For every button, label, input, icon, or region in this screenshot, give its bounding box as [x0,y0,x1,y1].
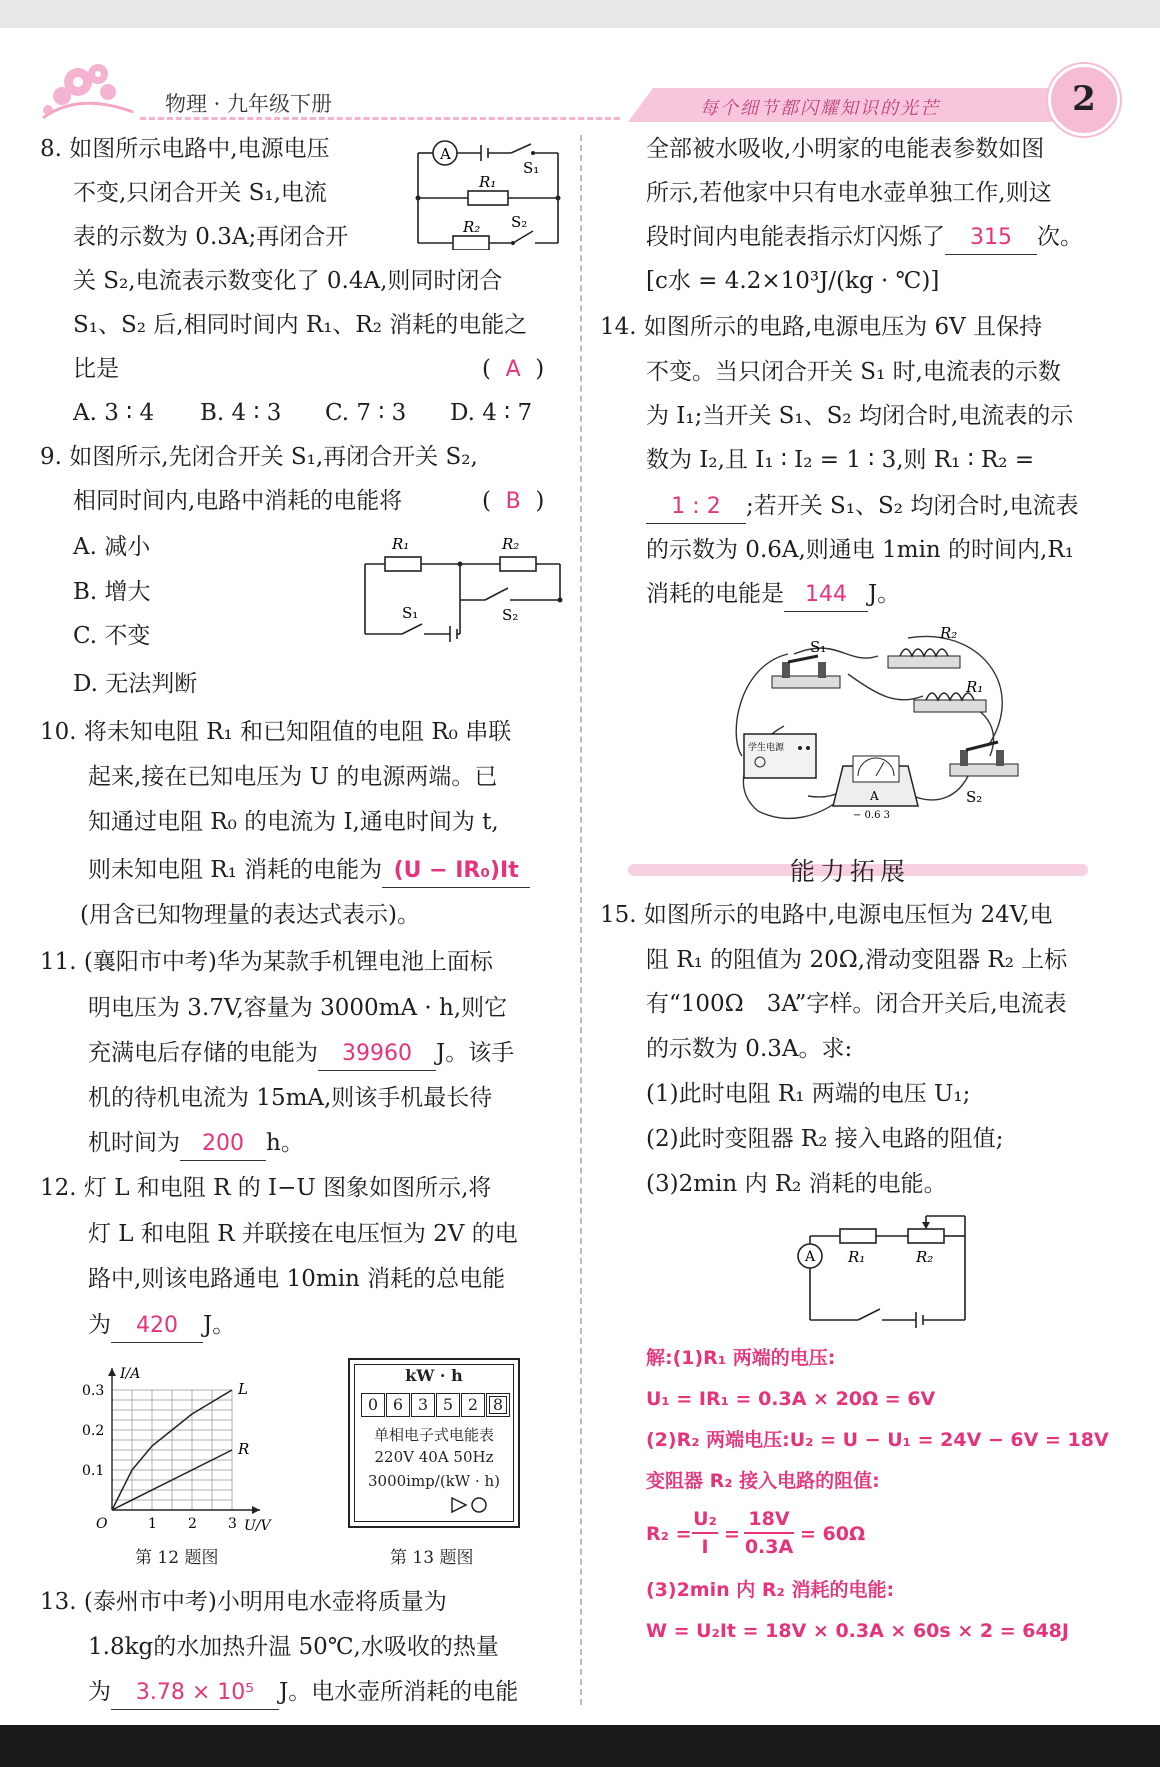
q9-r1-label: R₁ [392,535,410,553]
q11-line-4: 机的待机电流为 15mA,则该手机最长待 [88,1085,493,1111]
q11-line-1: 11. (襄阳市中考)华为某款手机锂电池上面标 [40,949,493,975]
q11-line-3 [88,1031,514,1075]
q15-line-3: 有“100Ω 3A”字样。闭合开关后,电流表 [646,991,1067,1017]
y-tick-label: 0.2 [82,1423,105,1439]
y-tick-label: 0.3 [82,1383,105,1399]
q14-line-7-tail: J。 [868,581,901,607]
x-tick-label: 2 [188,1516,197,1532]
q14-ammeter-label: A [870,789,879,803]
solution-line-6: (3)2min 内 R₂ 消耗的电能: [646,1579,895,1601]
q8-option-a: A. 3 ∶ 4 [73,400,155,426]
q13-line-3-text: 为 [88,1679,111,1705]
fraction-2-numerator: 18V [744,1506,794,1534]
q14-line-5 [646,484,1079,528]
q8-line-1: 8. 如图所示电路中,电源电压 [40,136,330,162]
q13-line-2: 1.8kg的水加热升温 50℃,水吸收的热量 [88,1634,499,1660]
chart-grid [112,1390,232,1510]
q12-line-1: 12. 灯 L 和电阻 R 的 I−U 图象如图所示,将 [40,1175,492,1201]
q12-line-4-tail: J。 [203,1312,236,1338]
power-supply-label: 学生电源 [748,743,785,753]
q9-answer-bracket: ( B ) [482,488,545,514]
solution-r2-label: R₂ = [646,1523,692,1545]
meter-indicator-icon [450,1495,492,1515]
s2-switch-icon [950,742,1018,776]
q9-option-c: C. 不变 [73,623,151,649]
q14-s1-label: S₁ [810,638,827,656]
x-axis-label: U/V [244,1518,271,1534]
q13-line-6 [646,215,1083,259]
solution-line-1: 解:(1)R₁ 两端的电压: [646,1347,836,1369]
meter-digit: 0 [361,1393,385,1417]
bottom-bar [0,1725,1160,1767]
section-title: 能力拓展 [790,857,911,886]
q12-line-2: 灯 L 和电阻 R 并联接在电压恒为 2V 的电 [88,1221,518,1247]
q15-r1-label: R₁ [848,1248,866,1266]
q11-answer-1: 39960 [318,1038,436,1071]
q8-answer-bracket: ( A ) [482,356,545,382]
q10-line-4 [88,848,530,892]
q10-line-4-text: 则未知电阻 R₁ 消耗的电能为 [88,857,383,883]
solution-line-4: 变阻器 R₂ 接入电路的阻值: [646,1470,880,1492]
meter-digits [361,1393,511,1417]
q13-line-7: [c水 = 4.2×10³J/(kg · ℃)] [646,268,940,294]
q8-line-3: 表的示数为 0.3A;再闭合开 [73,224,349,250]
q9-option-a: A. 减小 [73,534,151,560]
q8-option-d: D. 4 ∶ 7 [450,400,533,426]
fraction-1-denominator: I [701,1536,709,1558]
q8-s1-label: S₁ [523,159,540,177]
r2-resistor-icon [888,649,960,668]
flower-ornament-icon [38,52,138,124]
q12-answer: 420 [111,1310,203,1343]
q15-circuit-diagram [790,1210,975,1328]
q11-line-5-tail: h。 [266,1130,304,1156]
q8-option-b: B. 4 ∶ 3 [200,400,282,426]
q14-answer-2: 144 [784,579,868,612]
solution-line-2: U₁ = IR₁ = 0.3A × 20Ω = 6V [646,1388,936,1410]
s1-switch-icon [772,656,840,688]
q12-line-4-text: 为 [88,1312,111,1338]
q15-line-5: (1)此时电阻 R₁ 两端的电压 U₁; [646,1081,971,1107]
q14-r1-label: R₁ [966,678,984,696]
q13-line-6-text: 段时间内电能表指示灯闪烁了 [646,224,945,250]
meter-line-2: 220V 40A 50Hz [374,1448,494,1466]
meter-digit: 2 [461,1393,485,1417]
q13-line-6-tail: 次。 [1037,224,1083,250]
page-number: 2 [1048,64,1120,136]
q11-line-2: 明电压为 3.7V,容量为 3000mA · h,则它 [88,995,508,1021]
origin-label: O [96,1516,108,1532]
series-label-R: R [238,1440,250,1458]
q15-line-2: 阻 R₁ 的阻值为 20Ω,滑动变阻器 R₂ 上标 [646,947,1068,973]
q10-answer: (U − IR₀)It [382,855,530,888]
q8-line-6: 比是 [73,356,119,382]
q12-line-3: 路中,则该电路通电 10min 消耗的总电能 [88,1266,506,1292]
q11-line-5-text: 机时间为 [88,1130,180,1156]
q14-physical-circuit [728,626,1030,836]
q15-line-4: 的示数为 0.3A。求: [646,1036,853,1062]
q9-option-b: B. 增大 [73,579,151,605]
x-tick-label: 1 [148,1516,157,1532]
q9-line-2: 相同时间内,电路中消耗的电能将 [73,488,403,514]
q14-line-5-text: ;若开关 S₁、S₂ 均闭合时,电流表 [746,493,1079,519]
q14-r2-label: R₂ [940,626,958,642]
q15-line-7: (3)2min 内 R₂ 消耗的电能。 [646,1171,947,1197]
q8-line-2: 不变,只闭合开关 S₁,电流 [73,180,327,206]
q12-caption: 第 12 题图 [135,1548,219,1568]
fraction-2-denominator: 0.3A [744,1536,794,1558]
q8-circuit-diagram [413,135,563,250]
q9-answer: B [505,489,521,514]
q14-line-1: 14. 如图所示的电路,电源电压为 6V 且保持 [600,314,1043,340]
q13-line-3-tail: J。电水壶所消耗的电能 [279,1679,519,1705]
fraction-1-numerator: U₂ [692,1506,718,1534]
y-axis-arrow-icon [108,1368,116,1376]
q15-line-6: (2)此时变阻器 R₂ 接入电路的阻值; [646,1126,1004,1152]
q9-option-d: D. 无法判断 [73,671,198,697]
book-title: 物理 · 九年级下册 [165,92,333,116]
q11-answer-2: 200 [180,1128,266,1161]
q9-circuit-diagram [360,534,565,644]
q11-line-5 [88,1121,304,1165]
header-slogan: 每个细节都闪耀知识的光芒 [700,98,940,119]
q8-s2-label: S₂ [511,213,528,231]
q15-line-1: 15. 如图所示的电路中,电源电压恒为 24V,电 [600,902,1053,928]
q10-line-5: (用含已知物理量的表达式表示)。 [80,902,420,928]
solution-line-7: W = U₂It = 18V × 0.3A × 60s × 2 = 648J [646,1620,1069,1642]
q8-ammeter-label: A [440,145,451,163]
q10-line-3: 知通过电阻 R₀ 的电流为 I,通电时间为 t, [88,809,499,835]
q10-line-1: 10. 将未知电阻 R₁ 和已知阻值的电阻 R₀ 串联 [40,719,512,745]
ammeter-scale-label: − 0.6 3 [853,810,891,821]
meter-line-3: 3000imp/(kW · h) [367,1472,501,1490]
top-bar [0,0,1160,28]
x-tick-label: 3 [228,1516,237,1532]
q8-option-c: C. 7 ∶ 3 [325,400,407,426]
meter-line-1: 单相电子式电能表 [373,1426,494,1444]
solution-result: = 60Ω [800,1523,866,1545]
q14-line-6: 的示数为 0.6A,则通电 1min 的时间内,R₁ [646,537,1074,563]
column-divider [580,135,582,1705]
y-tick-label: 0.1 [82,1463,105,1479]
q14-line-7 [646,572,900,616]
power-supply-icon [744,734,816,778]
q13-caption: 第 13 题图 [390,1548,474,1568]
q9-s1-label: S₁ [402,604,419,622]
y-axis-label: I/A [120,1366,141,1382]
q8-answer: A [505,357,521,382]
q14-line-7-text: 消耗的电能是 [646,581,784,607]
q15-ammeter-label: A [805,1249,816,1265]
solution-line-3: (2)R₂ 两端电压:U₂ = U − U₁ = 24V − 6V = 18V [646,1429,1109,1451]
header-divider [140,117,620,120]
q13-line-4: 全部被水吸收,小明家的电能表参数如图 [646,136,1045,162]
q15-r2-label: R₂ [916,1248,934,1266]
q14-s2-label: S₂ [966,788,983,806]
meter-digit-last: 8 [486,1393,510,1417]
q8-r1-label: R₁ [479,173,497,191]
q8-line-4: 关 S₂,电流表示数变化了 0.4A,则同时闭合 [73,268,503,294]
q13-line-1: 13. (泰州市中考)小明用电水壶将质量为 [40,1589,447,1615]
q11-line-3-text: 充满电后存储的电能为 [88,1040,318,1066]
q9-r2-label: R₂ [502,535,520,553]
q13-line-5: 所示,若他家中只有电水壶单独工作,则这 [646,180,1052,206]
meter-digit: 5 [436,1393,460,1417]
meter-digit: 3 [411,1393,435,1417]
q14-line-4: 数为 I₂,且 I₁ ∶ I₂ = 1 ∶ 3,则 R₁ ∶ R₂ = [646,447,1035,473]
series-label-L: L [238,1380,248,1398]
iu-chart [70,1360,280,1535]
meter-unit: kW · h [405,1366,463,1385]
q13-answer-2: 315 [945,222,1037,255]
q10-line-2: 起来,接在已知电压为 U 的电源两端。已 [88,764,498,790]
q8-line-5: S₁、S₂ 后,相同时间内 R₁、R₂ 消耗的电能之 [73,312,528,338]
q8-r2-label: R₂ [463,218,481,236]
q13-answer-1: 3.78 × 10⁵ [111,1677,279,1710]
q14-line-3: 为 I₁;当开关 S₁、S₂ 均闭合时,电流表的示 [646,403,1074,429]
solution-equals: = [724,1523,740,1545]
q11-line-3-tail: J。该手 [436,1040,515,1066]
q9-line-1: 9. 如图所示,先闭合开关 S₁,再闭合开关 S₂, [40,444,478,470]
q14-line-2: 不变。当只闭合开关 S₁ 时,电流表的示数 [646,359,1061,385]
meter-digit: 6 [386,1393,410,1417]
q13-line-3 [88,1670,518,1714]
x-axis-arrow-icon [252,1506,260,1514]
q14-answer-1: 1 : 2 [646,491,746,524]
q12-line-4 [88,1303,235,1347]
q9-s2-label: S₂ [502,606,519,624]
